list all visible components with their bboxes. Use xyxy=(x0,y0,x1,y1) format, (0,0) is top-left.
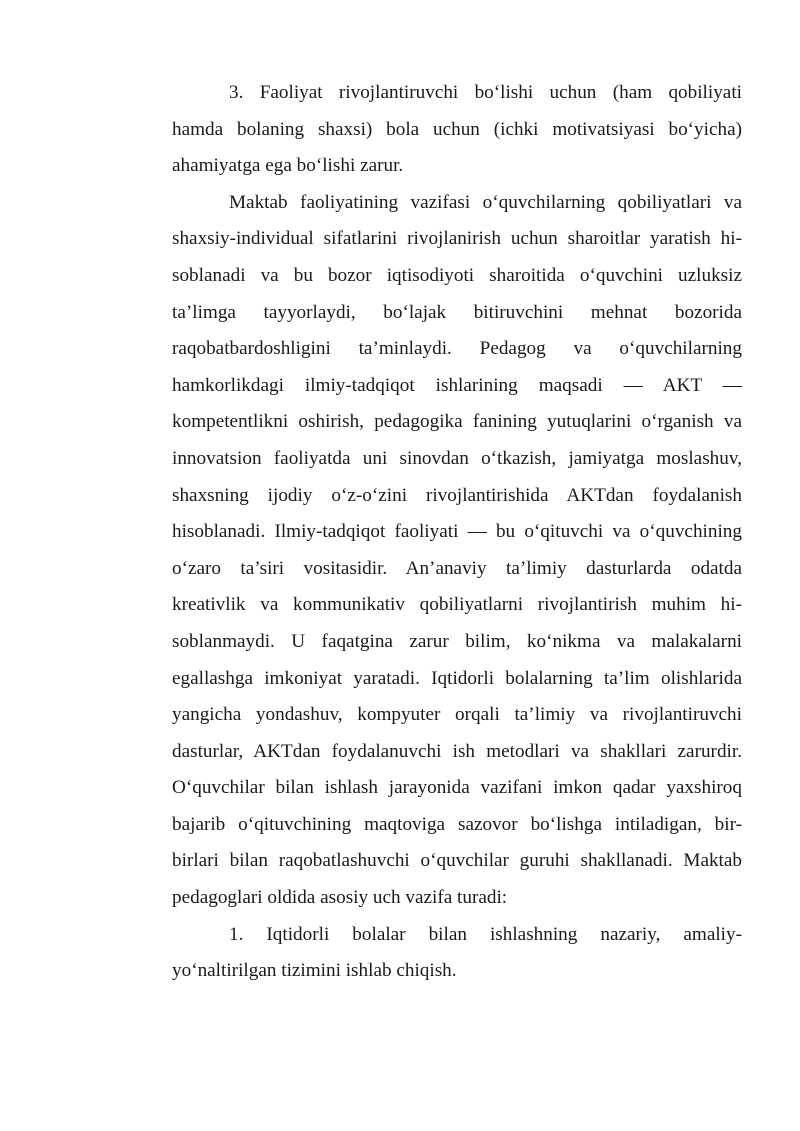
text-line: ahamiyatga ega bo‘lishi zarur. xyxy=(172,155,404,177)
text-line: yangicha yondashuv, kompyuter orqali ta’limiy va rivojlantiruvchi xyxy=(172,704,742,726)
text-line: raqobatbardoshligini ta’minlaydi. Pedagog va o‘quvchilarning xyxy=(172,338,742,360)
text-line: Maktab faoliyatining vazifasi o‘quvchilarning qobiliyatlari va xyxy=(229,191,742,213)
text-line: bajarib o‘qituvchining maqtoviga sazovor bo‘lishga intiladigan, bir- xyxy=(172,813,742,835)
document-page xyxy=(115,75,742,990)
text-line: dasturlar, AKTdan foydalanuvchi ish metodlari va shakllari zarurdir. xyxy=(172,740,742,762)
text-line: hisoblanadi. Ilmiy-tadqiqot faoliyati — bu o‘qituvchi va o‘quvchining xyxy=(172,521,742,543)
text-line: innovatsion faoliyatda uni sinovdan o‘tkazish, jamiyatga moslashuv, xyxy=(172,447,742,469)
text-line: ta’limga tayyorlaydi, bo‘lajak bitiruvchini mehnat bozorida xyxy=(172,301,742,323)
text-line: hamkorlikdagi ilmiy-tadqiqot ishlarining maqsadi — AKT — xyxy=(172,374,742,396)
text-line: birlari bilan raqobatlashuvchi o‘quvchilar guruhi shakllanadi. Maktab xyxy=(172,850,742,872)
text-line: pedagoglari oldida asosiy uch vazifa turadi: xyxy=(172,887,508,909)
text-line: soblanmaydi. U faqatgina zarur bilim, ko‘nikma va malakalarni xyxy=(172,630,742,652)
text-line: egallashga imkoniyat yaratadi. Iqtidorli bolalarning ta’lim olishlarida xyxy=(172,667,742,689)
text-line: 3. Faoliyat rivojlantiruvchi bo‘lishi uchun (ham qobiliyati xyxy=(229,82,742,103)
text-line: yo‘naltirilgan tizimini ishlab chiqish. xyxy=(172,960,457,982)
text-line: shaxsiy-individual sifatlarini rivojlanirish uchun sharoitlar yaratish hi- xyxy=(172,228,742,250)
text-line: kompetentlikni oshirish, pedagogika fanining yutuqlarini o‘rganish va xyxy=(172,411,742,433)
paragraph-1 xyxy=(115,75,742,185)
text-line: hamda bolaning shaxsi) bola uchun (ichki motivatsiyasi bo‘yicha) xyxy=(172,118,742,140)
text-line: O‘quvchilar bilan ishlash jarayonida vazifani imkon qadar yaxshiroq xyxy=(172,777,742,799)
text-line: shaxsning ijodiy o‘z-o‘zini rivojlantirishida AKTdan foydalanish xyxy=(172,484,742,506)
paragraph-3 xyxy=(115,917,742,990)
text-line: kreativlik va kommunikativ qobiliyatlarni rivojlantirish muhim hi- xyxy=(172,594,742,616)
text-line: o‘zaro ta’siri vositasidir. An’anaviy ta’limiy dasturlarda odatda xyxy=(172,557,742,579)
text-line: soblanadi va bu bozor iqtisodiyoti sharoitida o‘quvchini uzluksiz xyxy=(172,264,742,286)
text-line: 1. Iqtidorli bolalar bilan ishlashning nazariy, amaliy- xyxy=(229,923,742,945)
paragraph-2 xyxy=(115,185,742,917)
